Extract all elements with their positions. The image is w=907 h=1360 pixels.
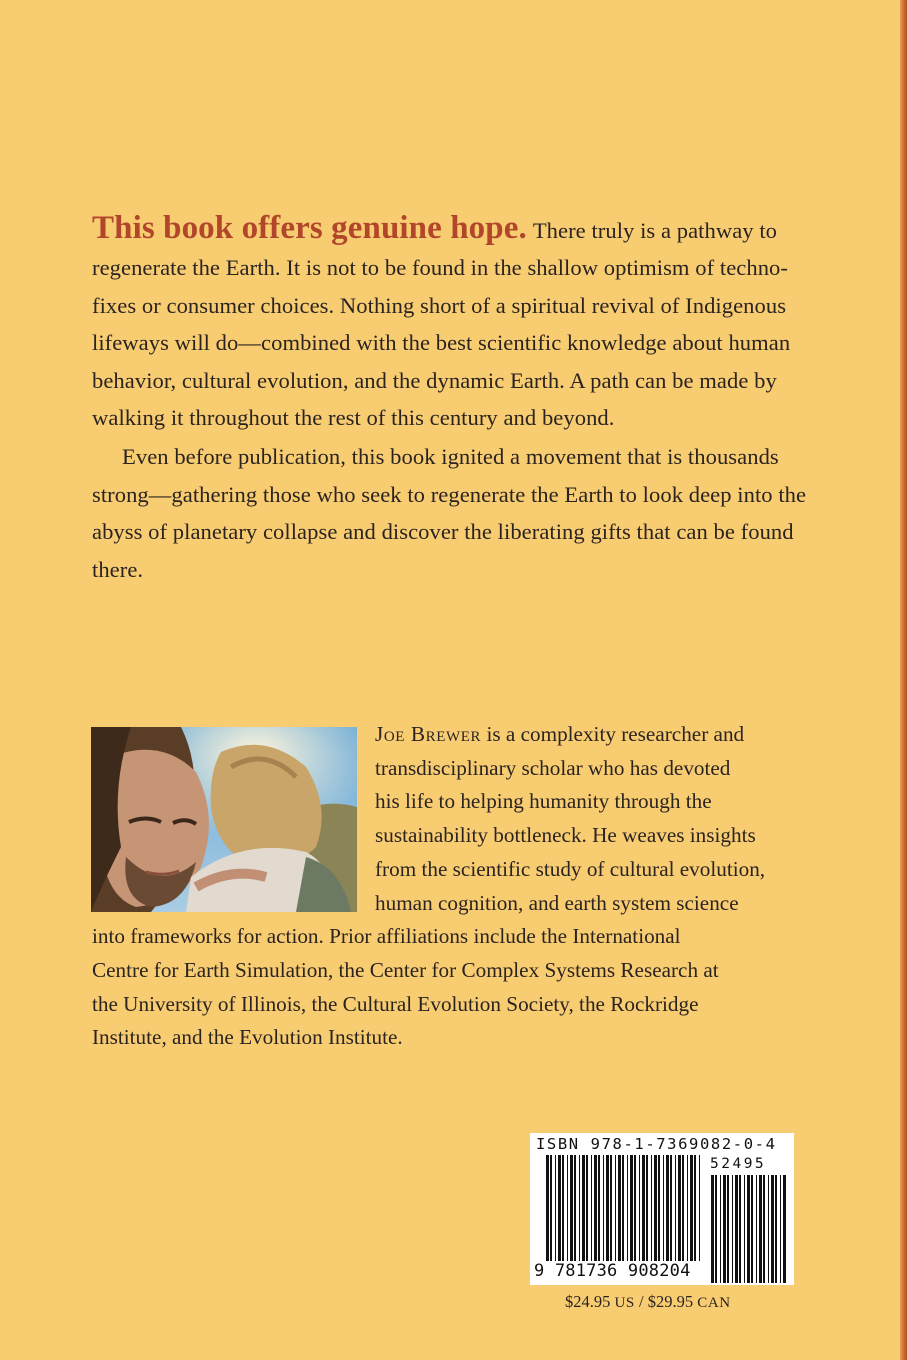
barcode-bar: [715, 1175, 717, 1283]
price-line: [565, 1292, 731, 1312]
barcode-bar: [678, 1155, 681, 1261]
barcode-bar: [670, 1155, 672, 1261]
blurb-paragraph-2: Even before publication, this book ignited a movement that is thousands strong—gathering those who seek to regenerate the Earth to look deep into the abyss of planetary collapse and discover the liberating gifts that can be found there.: [92, 444, 807, 582]
barcode-bar: [723, 1175, 726, 1283]
barcode-bar: [739, 1175, 741, 1283]
blurb-paragraph-1: [92, 210, 812, 436]
barcode-bar: [654, 1155, 657, 1261]
barcode-bar: [618, 1155, 621, 1261]
isbn-label: ISBN 978-1-7369082-0-4: [536, 1135, 777, 1153]
blurb-headline: This book offers genuine hope.: [92, 210, 527, 246]
price-can-amount: $29.95: [647, 1292, 694, 1311]
bio-line: human cognition, and earth system science: [375, 890, 739, 915]
barcode-bar: [747, 1175, 750, 1283]
barcode-bar: [639, 1155, 640, 1261]
barcode-bar: [646, 1155, 648, 1261]
bio-line: Institute, and the Evolution Institute.: [92, 1025, 403, 1050]
ean-digits: 9 781736 908204: [534, 1261, 691, 1281]
price-us-amount: $24.95: [565, 1292, 611, 1311]
barcode-bar: [546, 1155, 549, 1261]
bio-line: sustainability bottleneck. He weaves insights: [375, 823, 756, 848]
barcode-bar: [606, 1155, 609, 1261]
barcode-bar: [567, 1155, 568, 1261]
barcode-bar: [744, 1175, 745, 1283]
barcode-bar: [574, 1155, 576, 1261]
barcode-bar: [675, 1155, 676, 1261]
barcode-bar: [690, 1155, 693, 1261]
barcode-bar: [775, 1175, 777, 1283]
barcode-bar: [727, 1175, 729, 1283]
barcode-bar: [735, 1175, 738, 1283]
price-us-label: US: [614, 1295, 635, 1311]
blurb-lead-line: [92, 210, 672, 246]
addon-digits: 52495: [710, 1156, 767, 1172]
barcode-bar: [586, 1155, 588, 1261]
barcode-bar: [687, 1155, 688, 1261]
back-cover-blurb: [92, 210, 812, 588]
barcode-bar: [642, 1155, 645, 1261]
barcode-bar: [720, 1175, 721, 1283]
bio-line: into frameworks for action. Prior affiliations include the International: [92, 924, 681, 949]
blurb-paragraph-1-text: pathway to regenerate the Earth. It is not to be found in the shallow optimism of techno-fixes or consumer choices. Nothing short of a spiritual revival of Indigenous lifeways will do—combined with the best scientific knowledge about human behavior, cultural evolution, and the dynamic Earth. A path can be made by walking it throughout the rest of this century and beyond.: [92, 218, 791, 431]
barcode-bar: [694, 1155, 696, 1261]
barcode-bar: [570, 1155, 573, 1261]
barcode-bar: [780, 1175, 781, 1283]
barcode-bar: [732, 1175, 733, 1283]
barcode-bar: [622, 1155, 624, 1261]
barcode-bar: [658, 1155, 660, 1261]
bio-line: his life to helping humanity through the: [375, 789, 712, 814]
barcode-bar: [603, 1155, 604, 1261]
spine-edge: [900, 0, 907, 1360]
barcode-bar: [562, 1155, 564, 1261]
barcode-bar: [579, 1155, 580, 1261]
barcode-bar: [663, 1155, 664, 1261]
barcode-bar: [759, 1175, 762, 1283]
barcode-bar: [634, 1155, 636, 1261]
barcode-bar: [594, 1155, 597, 1261]
barcode-bar: [610, 1155, 612, 1261]
price-separator: /: [634, 1292, 648, 1311]
barcode-bar: [666, 1155, 669, 1261]
author-bio: [92, 718, 812, 1055]
barcode-bar: [630, 1155, 633, 1261]
barcode-bar: [615, 1155, 616, 1261]
barcode-bar: [756, 1175, 757, 1283]
barcode-bar: [598, 1155, 600, 1261]
barcode-bar: [651, 1155, 652, 1261]
barcode-bar: [627, 1155, 628, 1261]
barcode-bar: [582, 1155, 585, 1261]
barcode-bar: [555, 1155, 556, 1261]
barcode-bar: [783, 1175, 786, 1283]
barcode-bar: [711, 1175, 714, 1283]
bio-line: Centre for Earth Simulation, the Center for Complex Systems Research at: [92, 957, 719, 982]
barcode-bar: [558, 1155, 561, 1261]
barcode-bar: [550, 1155, 552, 1261]
bio-line: the University of Illinois, the Cultural Evolution Society, the Rockridge: [92, 991, 699, 1016]
barcode-bar: [768, 1175, 769, 1283]
barcode-bar: [771, 1175, 774, 1283]
barcode-bar: [763, 1175, 765, 1283]
isbn-barcode: [530, 1133, 794, 1285]
blurb-lead-line-rest: There truly is a: [532, 218, 672, 243]
barcode-bar: [699, 1155, 700, 1261]
barcode-bar: [682, 1155, 684, 1261]
author-name: Joe Brewer: [375, 722, 482, 746]
barcode-bar: [591, 1155, 592, 1261]
price-can-label: CAN: [697, 1295, 731, 1311]
bio-line: Joe Brewer is a complexity researcher and: [375, 722, 745, 746]
bio-line: transdisciplinary scholar who has devoted: [375, 755, 731, 780]
bio-line: from the scientific study of cultural evolution,: [375, 856, 766, 881]
barcode-bar: [751, 1175, 753, 1283]
